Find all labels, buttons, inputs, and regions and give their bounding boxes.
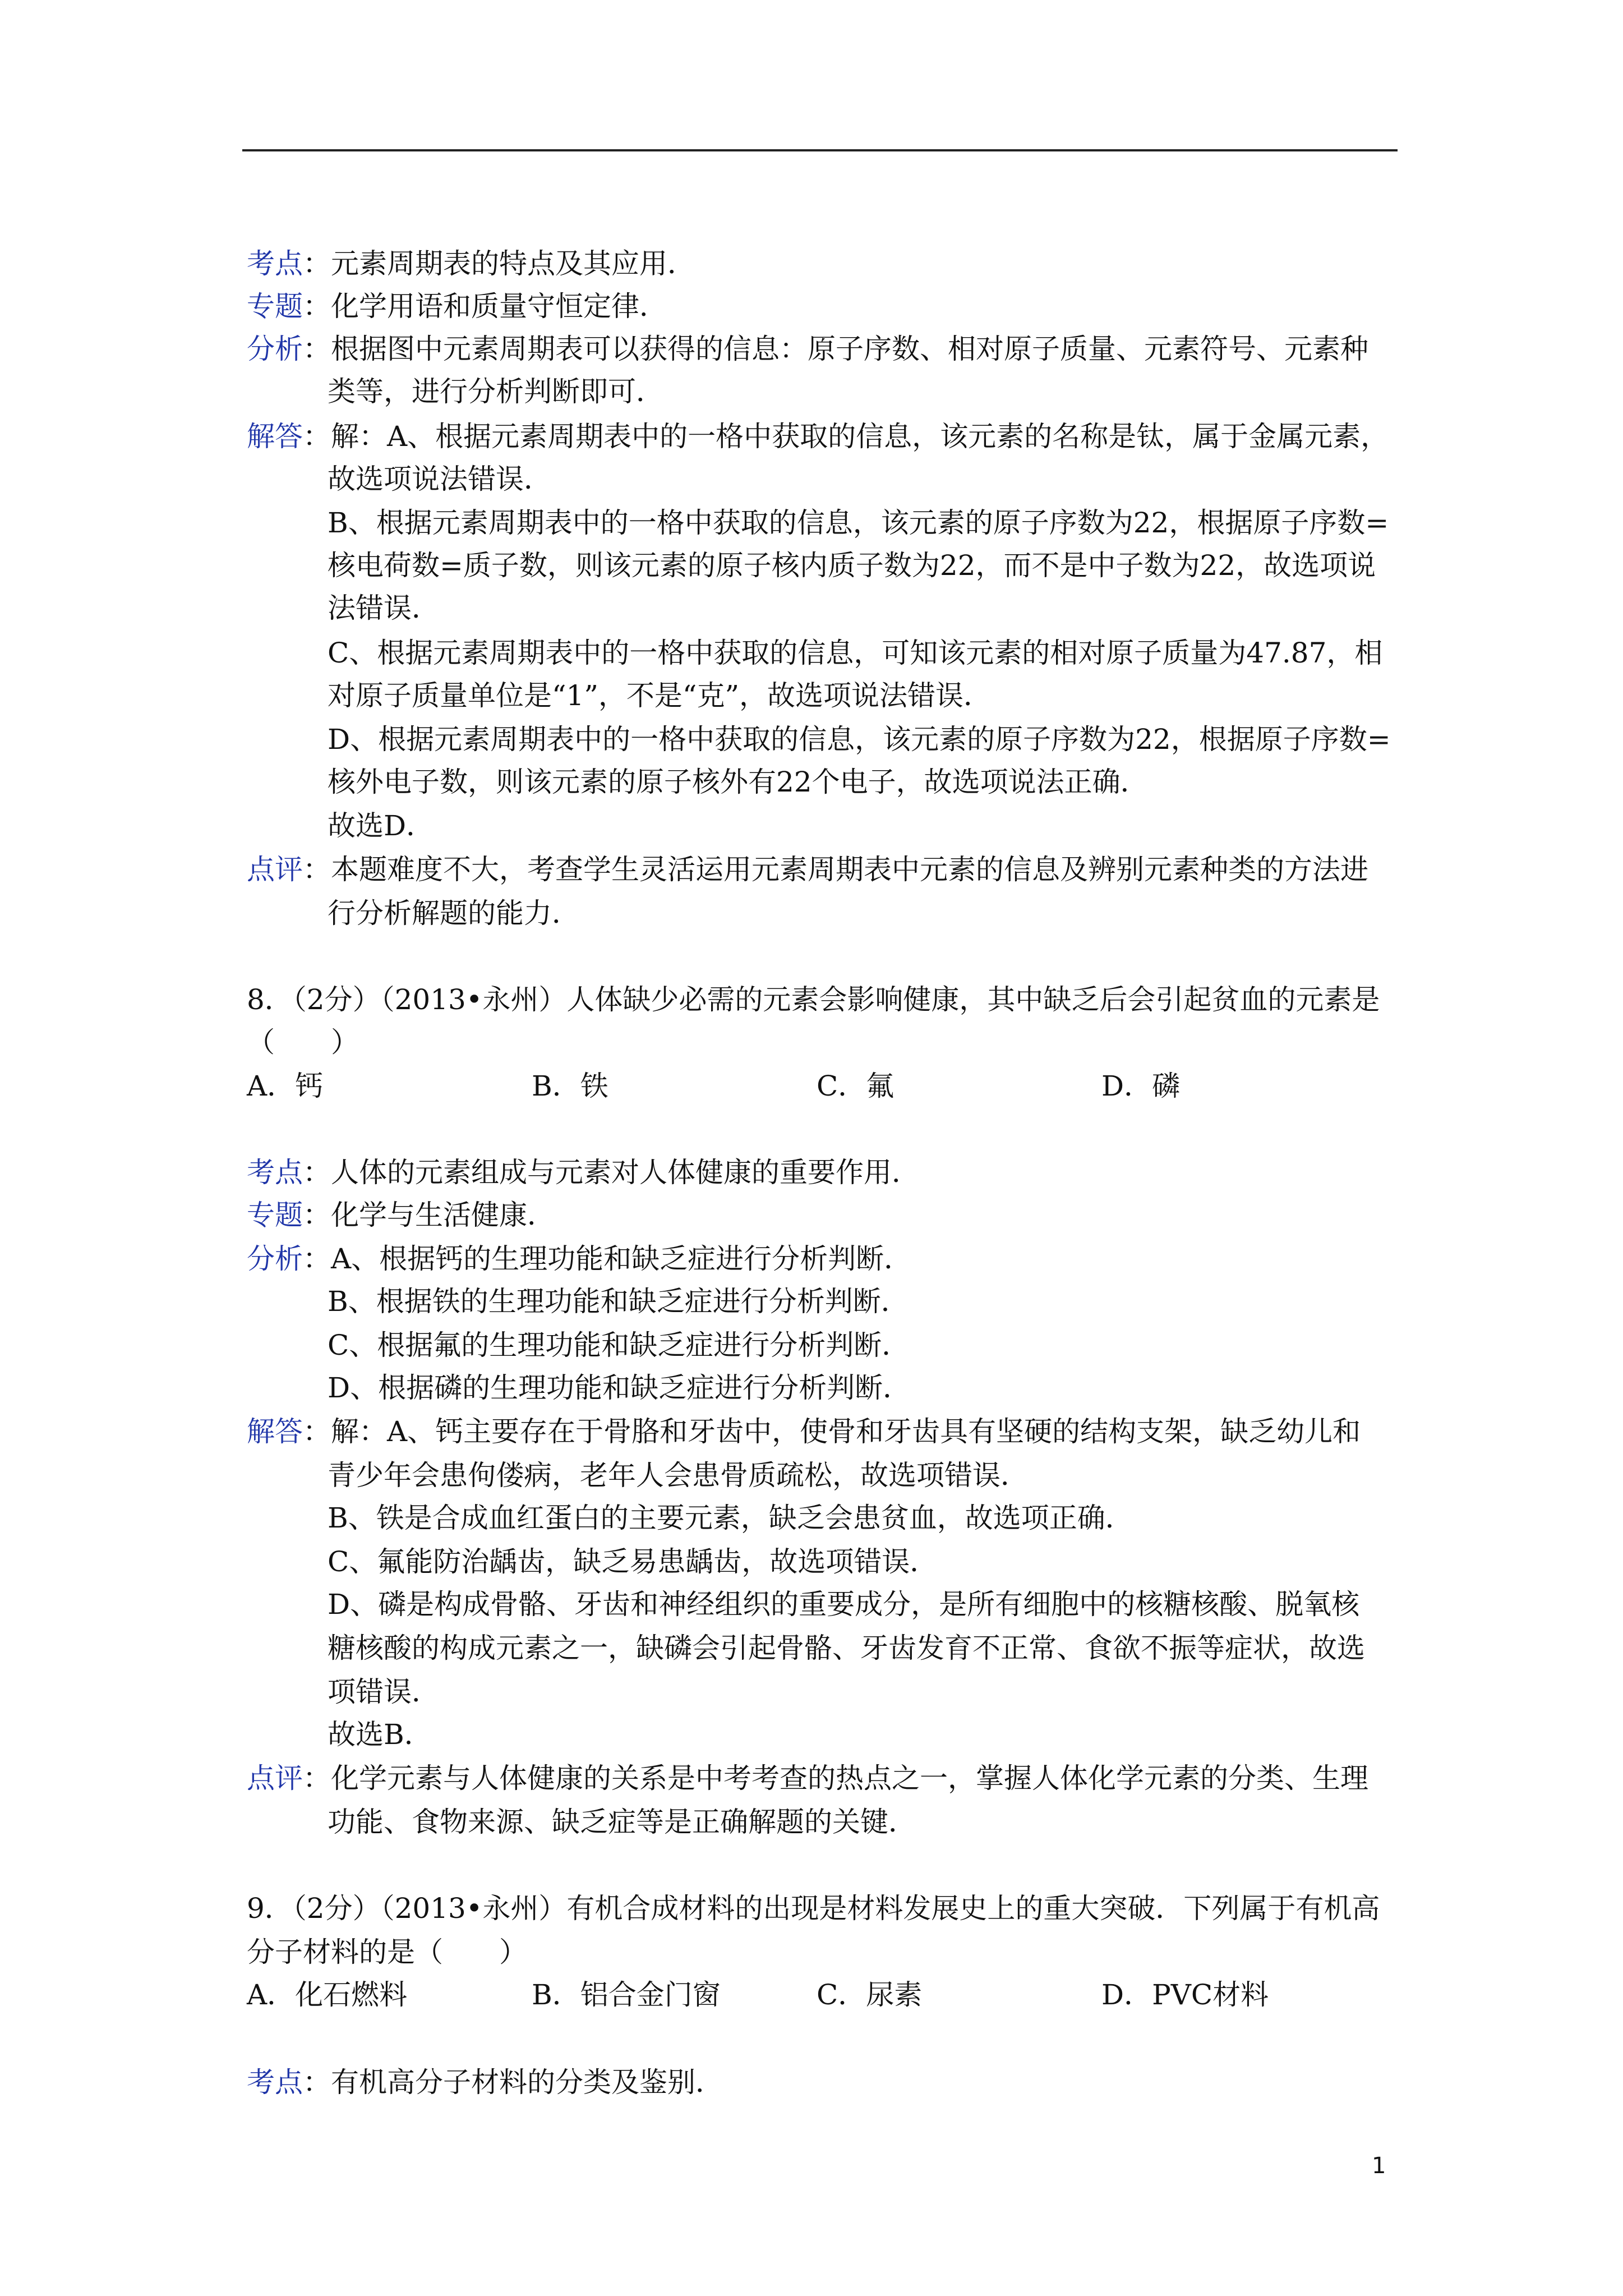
- zhuanti-line-2: [247, 1194, 555, 1236]
- kaodian-text: ：人体的元素组成与元素对人体健康的重要作用．: [303, 1156, 920, 1189]
- dianping-line-1: [247, 848, 1368, 891]
- fenxi-text: B、根据铁的生理功能和缺乏症进行分析判断．: [328, 1285, 909, 1318]
- q9-option-b: B．铝合金门窗: [532, 1978, 721, 2011]
- jieda-text: 法错误．: [328, 592, 440, 624]
- zhuanti-text: ：化学用语和质量守恒定律．: [303, 290, 667, 323]
- kaodian-label: 考点: [247, 247, 303, 280]
- jieda-text: D、磷是构成骨骼、牙齿和神经组织的重要成分，是所有细胞中的核糖核酸、脱氧核: [328, 1588, 1360, 1621]
- kaodian-label: 考点: [247, 1156, 303, 1189]
- q9-option-d: D．PVC材料: [1101, 1978, 1269, 2011]
- question-9-stem: 9．（2分）（2013•永州）有机合成材料的出现是材料发展史上的重大突破．下列属于有机高: [247, 1892, 1380, 1925]
- jieda-text: ：解：A、钙主要存在于骨胳和牙齿中，使骨和牙齿具有坚硬的结构支架，缺乏幼儿和: [303, 1415, 1361, 1448]
- q8-option-b: B．铁: [532, 1070, 608, 1102]
- dianping-cont: 行分析解题的能力．: [328, 897, 580, 930]
- kaodian-line-3: [247, 2061, 723, 2104]
- fenxi-text: C、根据氟的生理功能和缺乏症进行分析判断．: [328, 1329, 910, 1361]
- jieda-text: C、氟能防治龋齿，缺乏易患龋齿，故选项错误．: [328, 1545, 938, 1578]
- jieda-text: ：解：A、根据元素周期表中的一格中获取的信息，该元素的名称是钛，属于金属元素，: [303, 420, 1389, 453]
- fenxi-line-1: [247, 328, 1368, 370]
- q9-option-a: A．化石燃料: [247, 1978, 408, 2011]
- zhuanti-label: 专题: [247, 290, 303, 323]
- jieda-text: 青少年会患佝偻病，老年人会患骨质疏松，故选项错误．: [328, 1459, 1029, 1492]
- jieda-text: 核电荷数=质子数，则该元素的原子核内质子数为22，而不是中子数为22，故选项说: [328, 549, 1376, 582]
- jieda-text: B、根据元素周期表中的一格中获取的信息，该元素的原子序数为22，根据原子序数=: [328, 507, 1389, 539]
- jieda-text: D、根据元素周期表中的一格中获取的信息，该元素的原子序数为22，根据原子序数=: [328, 723, 1391, 756]
- kaodian-line-1: [247, 242, 695, 285]
- q8-option-a: A．钙: [247, 1070, 324, 1102]
- kaodian-text: ：元素周期表的特点及其应用．: [303, 247, 695, 280]
- jieda-text: 项错误．: [328, 1676, 440, 1708]
- dianping-text: ：本题难度不大，考查学生灵活运用元素周期表中元素的信息及辨别元素种类的方法进: [303, 853, 1368, 886]
- zhuanti-text: ：化学与生活健康．: [303, 1199, 555, 1231]
- fenxi-label: 分析: [247, 333, 303, 365]
- jieda-text: C、根据元素周期表中的一格中获取的信息，可知该元素的相对原子质量为47.87，相: [328, 637, 1383, 669]
- jieda-text: 故选项说法错误．: [328, 463, 552, 495]
- kaodian-line-2: [247, 1151, 920, 1194]
- kaodian-label: 考点: [247, 2066, 303, 2099]
- jieda-label: 解答: [247, 1415, 303, 1448]
- jieda-text: 故选B．: [328, 1718, 432, 1751]
- q8-option-d: D．磷: [1101, 1070, 1181, 1102]
- kaodian-text: ：有机高分子材料的分类及鉴别．: [303, 2066, 723, 2099]
- fenxi-text: ：A、根据钙的生理功能和缺乏症进行分析判断．: [303, 1243, 912, 1275]
- page-number: 1: [1372, 2153, 1386, 2179]
- q8-option-c: C．氟: [817, 1070, 895, 1102]
- fenxi-text: D、根据磷的生理功能和缺乏症进行分析判断．: [328, 1372, 911, 1404]
- dianping-line-2: [247, 1757, 1368, 1800]
- q9-option-c: C．尿素: [817, 1978, 923, 2011]
- fenxi-text: ：根据图中元素周期表可以获得的信息：原子序数、相对原子质量、元素符号、元素种: [303, 333, 1368, 365]
- dianping-label: 点评: [247, 1762, 303, 1795]
- jieda-text: 糖核酸的构成元素之一，缺磷会引起骨骼、牙齿发育不正常、食欲不振等症状，故选: [328, 1632, 1365, 1664]
- zhuanti-label: 专题: [247, 1199, 303, 1231]
- jieda-label: 解答: [247, 420, 303, 453]
- question-9-stem-cont: 分子材料的是（ ）: [247, 1936, 527, 1968]
- jieda-text: 核外电子数，则该元素的原子核外有22个电子，故选项说法正确．: [328, 766, 1149, 798]
- dianping-cont: 功能、食物来源、缺乏症等是正确解题的关键．: [328, 1806, 916, 1838]
- fenxi-line-2: [247, 1237, 912, 1280]
- jieda-text: 故选D．: [328, 809, 435, 842]
- dianping-label: 点评: [247, 853, 303, 886]
- jieda-text: B、铁是合成血红蛋白的主要元素，缺乏会患贫血，故选项正确．: [328, 1502, 1133, 1534]
- jieda-line-1: [247, 415, 1389, 458]
- jieda-line-2: [247, 1410, 1361, 1453]
- zhuanti-line-1: [247, 285, 667, 328]
- dianping-text: ：化学元素与人体健康的关系是中考考查的热点之一，掌握人体化学元素的分类、生理: [303, 1762, 1368, 1795]
- question-8-paren: （ ）: [247, 1026, 359, 1059]
- fenxi-label: 分析: [247, 1243, 303, 1275]
- question-8-stem: 8．（2分）（2013•永州）人体缺少必需的元素会影响健康，其中缺乏后会引起贫血的元素是: [247, 983, 1380, 1016]
- fenxi-cont: 类等，进行分析判断即可．: [328, 375, 664, 408]
- jieda-text: 对原子质量单位是“1”，不是“克”，故选项说法错误．: [328, 679, 992, 712]
- header-rule: [242, 149, 1398, 151]
